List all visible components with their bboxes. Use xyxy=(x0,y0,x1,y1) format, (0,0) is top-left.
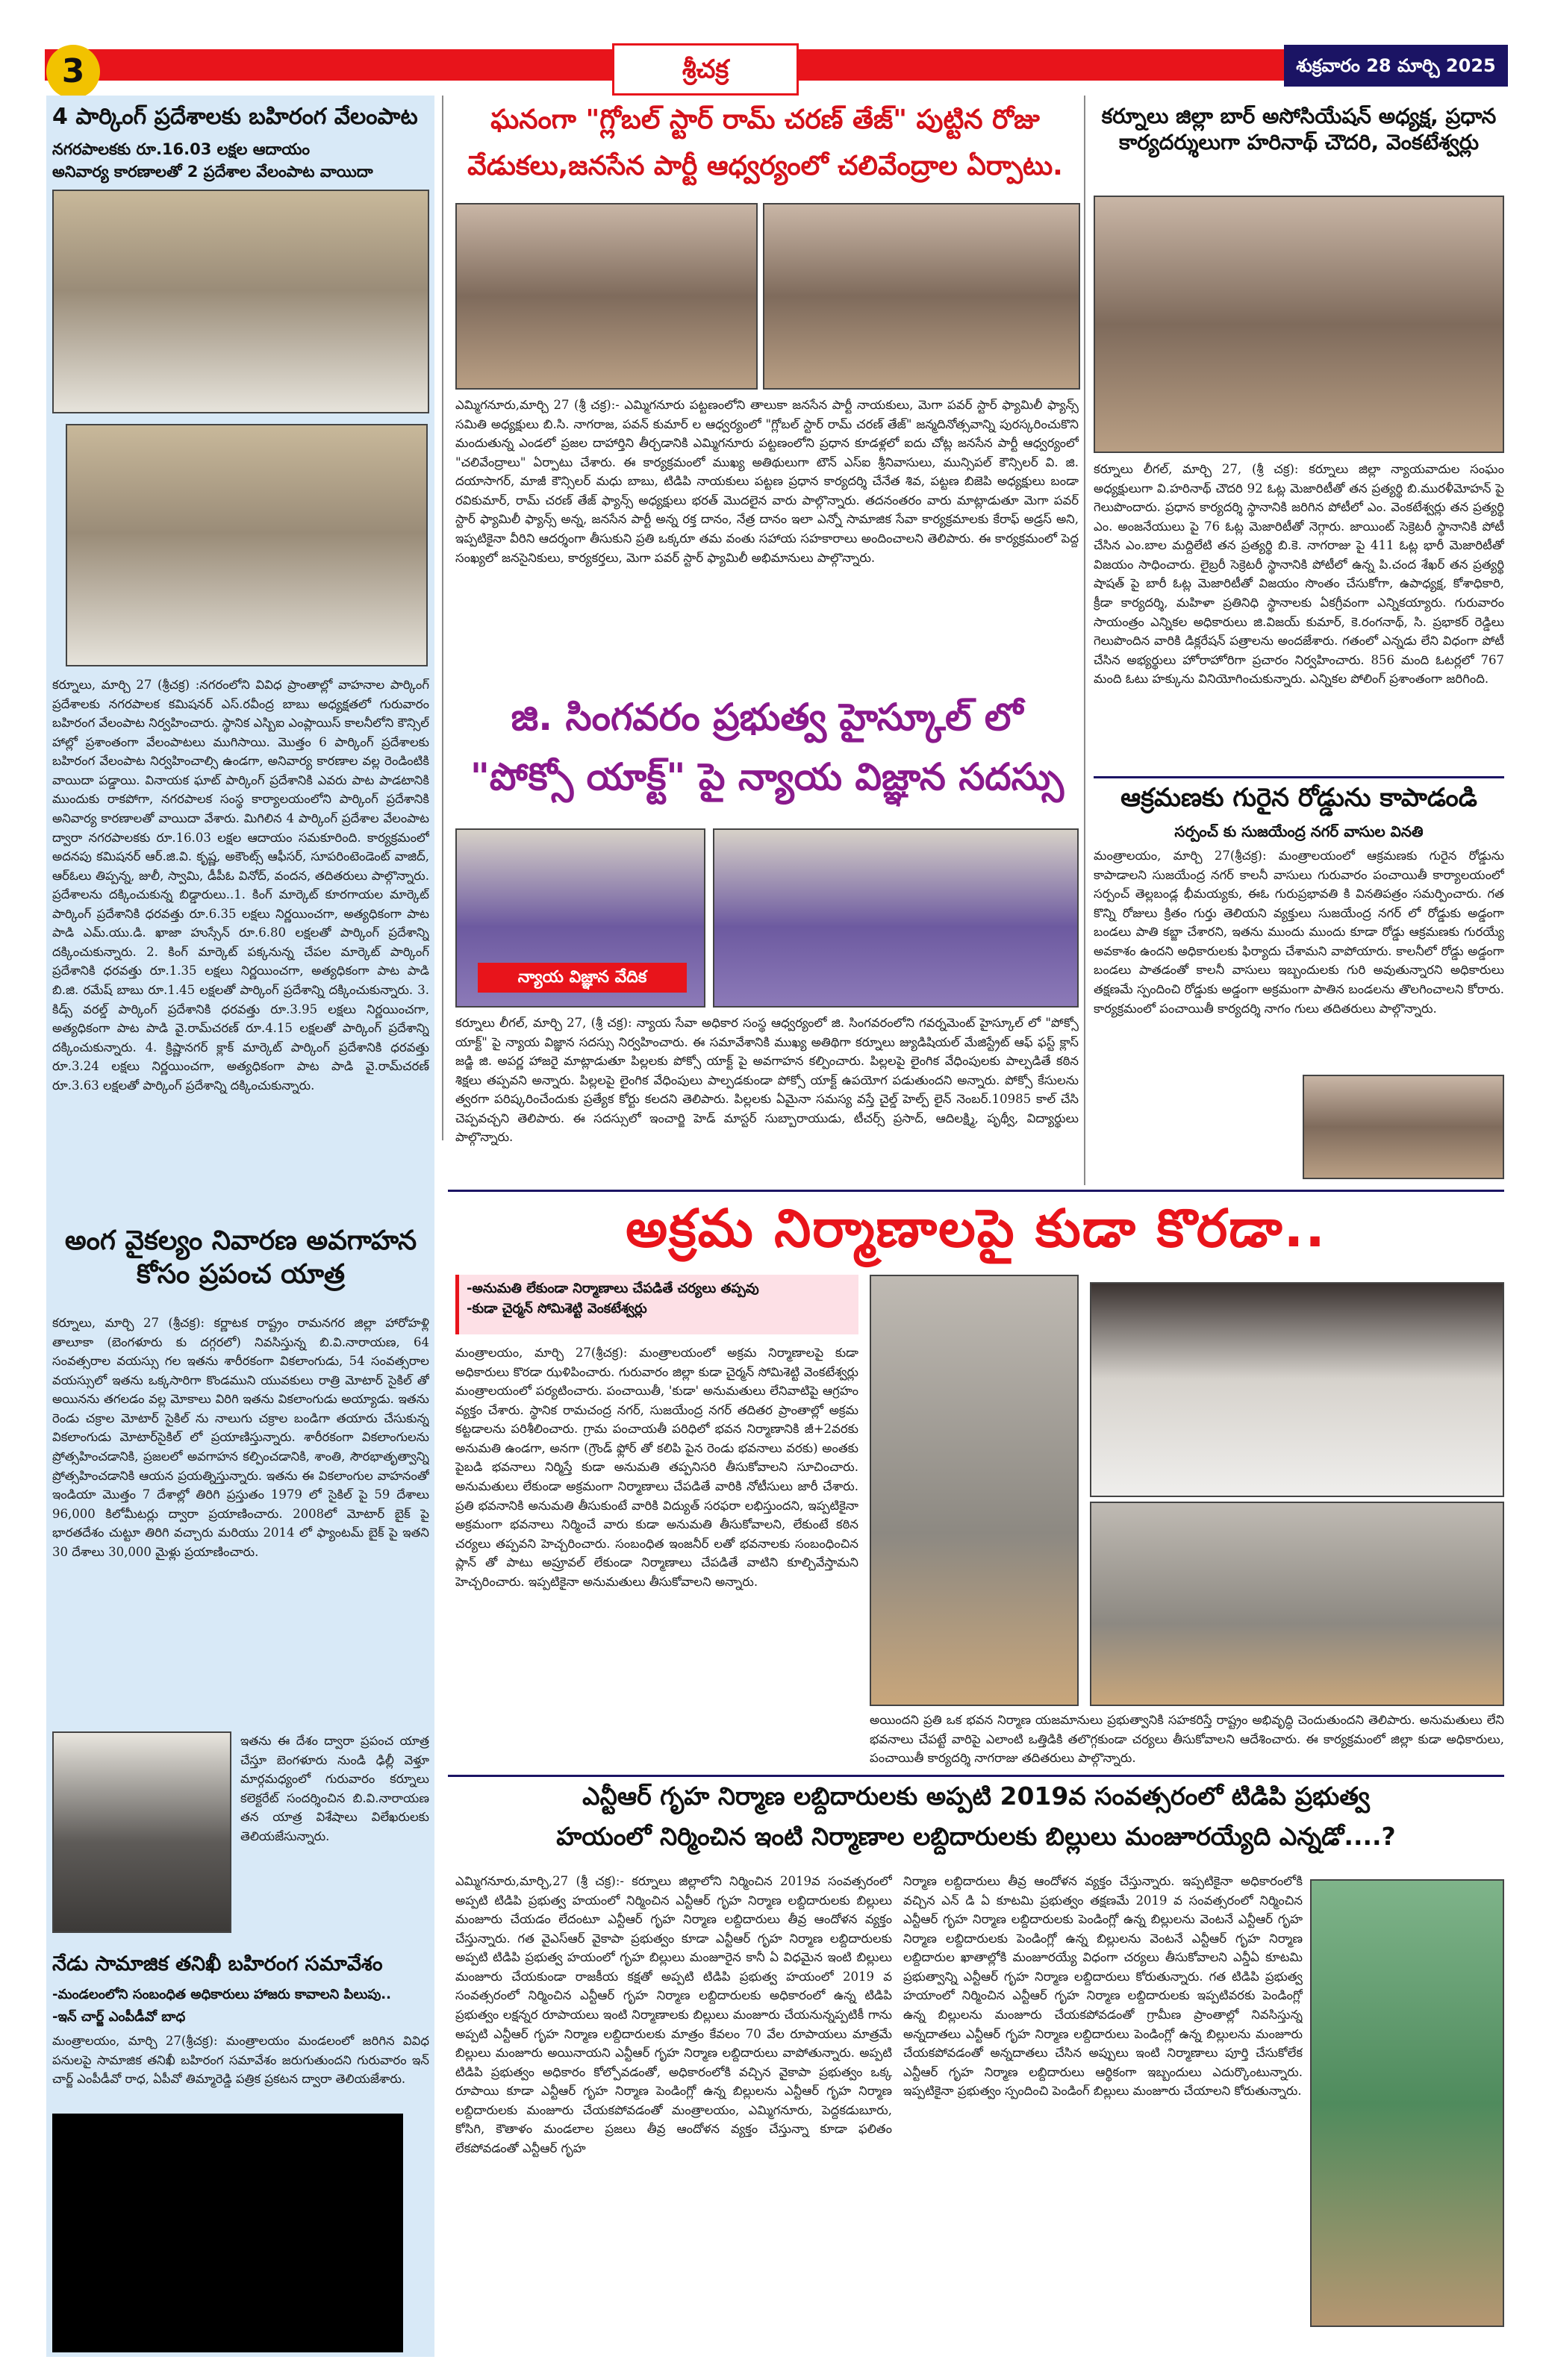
kuda-sub-box xyxy=(455,1275,858,1334)
kuda-sub2: -కుడా చైర్మన్ సోమిశెట్టి వెంకటేశ్వర్లు xyxy=(467,1301,647,1317)
ntr-housing-body-continued: నిర్మాణ లబ్దిదారులు తీవ్ర ఆందోళన వ్యక్తం చేస్తున్నారు. ఇప్పటికైనా అధికారంలోకి వచ్చిన ఎన్ డి ఏ కూటమి ప్రభుత్వం తక్షణమే 2019 వ సంవత్సరంలో నిర్మించిన ఎన్టీఆర్ గృహ నిర్మాణ లబ్దిదారులకు పెండింగ్లో ఉన్న బిల్లులను వెంటనే ఎన్టీఆర్ గృహ నిర్మాణ లబ్దిదారులకు పెండింగ్లో ఉన్న బిల్లులను వెంటనే ఎన్టీఆర్ గృహ నిర్మాణ లబ్దిదారుల ఖాతాల్లోకి మంజూరయ్యే విధంగా చర్యలు తీసుకోవాలని ఎన్డీఏ కూటమి ప్రభుత్వాన్ని ఎన్టీఆర్ గృహ నిర్మాణ లబ్దిదారులు కోరుతున్నారు. గత టిడిపి ప్రభుత్వ హయాంలో నిర్మించిన ఎన్టీఆర్ గృహ నిర్మాణ లబ్దిదారులకు ఇప్పటివరకు పెండింగ్లో ఉన్న బిల్లులను మంజూరు చేయకపోవడంతో గ్రామీణ ప్రాంతాల్లో నివసిస్తున్న అన్నదాతలు ఎన్టీఆర్ గృహ నిర్మాణ లబ్దిదారులు పెండింగ్లో ఉన్న బిల్లులను మంజూరు చేయకపోవడంతో అన్నదాతలు చేసిన అప్పులు ఇంటి నిర్మాణాలు పూర్తి చేసుకోలేక ఎన్టీఆర్ గృహ నిర్మాణ లబ్దిదారులు ఆర్థికంగా ఇబ్బందులు ఎదుర్కొంటున్నారు. ఇప్పటికైనా ప్రభుత్వం స్పందించి పెండింగ్ బిల్లులు మంజూరు చేయాలని కోరుతున్నారు. xyxy=(903,1874,1303,2099)
parking-auction-sub2: అనివార్య కారణాలతో 2 ప్రదేశాల వేలంపాట వాయిదా xyxy=(52,163,373,181)
pocso-headline-1: జి. సింగవరం ప్రభుత్వ హైస్కూల్ లో xyxy=(511,696,1023,739)
parking-auction-body: కర్నూలు, మార్చి 27 (శ్రీచక్ర) :నగరంలోని వివిధ ప్రాంతాల్లో వాహనాల పార్కింగ్ ప్రదేశాలకు నగరపాలక కమిషనర్ ఎస్.రవీంద్ర బాబు అధ్యక్షతలో గురువారం బహిరంగ వేలంపాట నిర్వహించారు. స్థానిక ఎస్బిఐ ఎంప్లాయిస్ కాలనీలోని కౌన్సిల్ హాల్లో ప్రశాంతంగా వేలంపాటలు ముగిసాయి. మొత్తం 6 పార్కింగ్ ప్రదేశాలకు బహిరంగ వేలంపాట నిర్వహించాల్సి ఉండగా, అనివార్య కారణాల వల్ల రెండింటికి వాయిదా పడ్డాయి. వినాయక ఘాట్ పార్కింగ్ ప్రదేశానికి ఎవరు పాట పాడటానికి ముందుకు రాకపోగా, నగరపాలక సంస్థ కార్యాలయంలోని పార్కింగ్ ప్రదేశానికి అనివార్య కారణాలతో వాయిదా వేశారు. మిగిలిన 4 పార్కింగ్ ప్రదేశాల వేలంపాట ద్వారా నగరపాలకకు రూ.16.03 లక్షల ఆదాయం సమకూరింది. కార్యక్రమంలో అదనపు కమిషనర్ ఆర్.జి.వి. కృష్ణ, అకౌంట్స్ ఆఫీసర్, సూపరింటెండెంట్ వాజిద్, ఆర్ఓలు తిప్పన్న, జులీ, స్వామి, డీపీఓ వినోద్, వందన, తదితరులు పాల్గొన్నారు. ప్రదేశాలను దక్కించుకున్న బిడ్డారులు..1. కింగ్ మార్కెట్ కూరగాయల మార్కెట్ పార్కింగ్ ప్రదేశానికి ధరవత్తు రూ.6.35 లక్షలు నిర్ణయించగా, అత్యధికంగా పాట పాడి ఎమ్.యు.డి. ఖాజా హుస్సేన్ రూ.6.80 లక్షలతో పార్కింగ్ ప్రదేశాన్ని దక్కించుకున్నారు. 2. కింగ్ మార్కెట్ పక్కనున్న చేపల మార్కెట్ పార్కింగ్ ప్రదేశానికి ధరవత్తు రూ.1.35 లక్షలు నిర్ణయించగా, అత్యధికంగా పాట పాడి బి.జి. రమేష్ బాబు రూ.1.45 లక్షలతో పార్కింగ్ ప్రదేశాన్ని దక్కించుకున్నారు. 3. కిడ్స్ వరల్డ్ పార్కింగ్ ప్రదేశానికి ధరవత్తు రూ.3.95 లక్షలు నిర్ణయించగా, అత్యధికంగా పాట పాడి వై.రామ్‌చరణ్ రూ.4.15 లక్షలతో పార్కింగ్ ప్రదేశాన్ని దక్కించుకున్నారు. 4. క్రిష్ణానగర్ క్లాక్ మార్కెట్ పార్కింగ్ ప్రదేశానికి ధరవత్తు రూ.3.24 లక్షలు నిర్ణయించగా, అత్యధికంగా పాట పాడి వై.రామ్‌చరణ్ రూ.3.63 లక్షలతో పార్కింగ్ ప్రదేశాన్ని దక్కించుకున్నారు. xyxy=(52,678,429,1093)
page-number: 3 xyxy=(46,45,100,99)
ntr-housing-headline-1: ఎన్టీఆర్ గృహ నిర్మాణ లబ్దిదారులకు అప్పటి 2019వ సంవత్సరంలో టిడిపి ప్రభుత్వ xyxy=(582,1781,1370,1811)
bar-association-body: కర్నూలు లీగల్, మార్చి 27, (శ్రీ చక్ర): కర్నూలు జిల్లా న్యాయవాదుల సంఘం అధ్యక్షులుగా వి.హరినాథ్ చౌదరి 92 ఓట్ల మెజారిటీతో తన ప్రత్యర్థి బి.మురళీమోహన్ పై గెలుపొందారు. ప్రధాన కార్యదర్శి స్థానానికి జరిగిన పోటీలో ఎం. వెంకటేశ్వర్లు తన ప్రత్యర్థి ఎం. అంజనేయులు పై 76 ఓట్ల మెజారిటీతో నెగ్గారు. జాయింట్ సెక్రెటరీ స్థానానికి పోటీ చేసిన ఎం.బాల మద్దిలేటి తన ప్రత్యర్థి బి.కె. నాగరాజు పై 411 ఓట్ల భారీ మెజారిటీతో విజయం సాధించారు. లైబ్రరీ సెక్రెటరీ స్థానానికి పోటీలో ఉన్న పి.చంద శేఖర్ తన ప్రత్యర్థి షాషత్ పై బారీ ఓట్ల మెజారిటీతో విజయం సొంతం చేసుకోగా, ఉపాధ్యక్ష, కోశాధికారి, క్రీడా కార్యదర్శి, మహిళా ప్రతినిధి స్థానాలకు ఏకగ్రీవంగా ఎన్నికయ్యారు. గురువారం సాయంత్రం ఎన్నికల అధికారులు జి.విజయ్ కుమార్, కె.రంగనాథ్, సి. ప్రభాకర్ రెడ్డిలు గెలుపొందిన వారికి డిక్లరేషన్ పత్రాలను అందజేశారు. గతంలో ఎన్నడు లేని విధంగా పోటీ చేసిన అభ్యర్థులు హోరాహోరిగా ప్రచారం నిర్వహించారు. 856 మంది ఓటర్లలో 767 మంది ఓటు హక్కును వినియోగించుకున్నారు. ఎన్నికల పోలింగ్ ప్రశాంతంగా జరిగింది. xyxy=(1094,462,1504,687)
auction-meeting-photo xyxy=(66,424,428,666)
water-stall-photo xyxy=(763,203,1080,390)
section-rule xyxy=(448,1190,1504,1192)
bar-association-winners-photo xyxy=(1094,196,1504,453)
legal-awareness-banner: న్యాయ విజ్ఞాన వేదిక xyxy=(478,963,687,993)
pocso-headline-2: "పోక్సో యాక్ట్" పై న్యాయ విజ్ఞాన సదస్సు xyxy=(470,755,1064,799)
road-encroachment-headline: ఆక్రమణకు గురైన రోడ్డును కాపాడండి xyxy=(1120,783,1477,813)
council-hall-photo xyxy=(52,190,429,413)
issue-date: శుక్రవారం 28 మార్చి 2025 xyxy=(1284,45,1508,87)
petition-handover-photo xyxy=(1303,1075,1504,1179)
ntr-housing-headline-2: హయంలో నిర్మించిన ఇంటి నిర్మాణాల లబ్దిదారులకు బిల్లులు మంజూరయ్యేది ఎన్నడో....? xyxy=(556,1822,1396,1851)
road-encroachment-sub: సర్పంచ్ కు సుజయేంద్ర నగర్ వాసుల వినతి xyxy=(1174,822,1424,840)
kuda-body-continued: అయిందని ప్రతి ఒక భవన నిర్మాణ యజమానులు ప్రభుత్వానికి సహకరిస్తే రాష్ట్రం అభివృద్ధి చెందుతుందని తెలిపారు. అనుమతులు లేని భవనాలు చేపట్టే వారిపై ఎలాంటి ఒత్తిడికి తలొగ్గకుండా చర్యలు తీసుకోవాలని ఆదేశించారు. ఈ కార్యక్రమంలో జిల్లా కుడా అధికారులు, పంచాయితీ కార్యదర్శి నాగరాజు తదితరులు పాల్గొన్నారు. xyxy=(870,1713,1504,1766)
social-audit-sub2: -ఇన్ చార్జ్ ఎంపీడీవో బాధ xyxy=(52,2009,186,2025)
road-encroachment-body: మంత్రాలయం, మార్చి 27(శ్రీచక్ర): మంత్రాలయంలో ఆక్రమణకు గురైన రోడ్డును కాపాడాలని సుజయేంద్ర నగర్ కాలనీ వాసులు గురువారం పంచాయితీ కార్యాలయంలో సర్పంచ్ తెల్లబండ్ల భీమయ్యకు, ఈఓ గురుప్రభావతి కి వినతిపత్రం సమర్పించారు. గత కొన్ని రోజులు క్రితం గుర్తు తెలియని వ్యక్తులు సుజయేంద్ర నగర్ లో రోడ్డుకు అడ్డంగా బండలు పాతి కబ్జా చేశారని, ఇతను ముందు ముందు కూడా రోడ్డు ఆక్రమణకు గురయ్యే అవకాశం ఉందని అధికారులకు ఫిర్యాదు చేశామని వాపోయారు. కాలనీలో రోడ్డు అడ్డంగా బండలు పాతడంతో కాలనీ వాసులు ఇబ్బందులకు గురి అవుతున్నారని అధికారులు తక్షణమే స్పందించి రోడ్డుకు అడ్డంగా అక్రమంగా పాతిన బండలను తొలగించాలని కోరారు. కార్యక్రమంలో పంచాయితీ కార్యదర్శి నాగం గులు తదితరులు పాల్గొన్నారు. xyxy=(1094,849,1504,1016)
unfinished-house-photo xyxy=(1310,1879,1504,2327)
social-audit-headline: నేడు సామాజిక తనిఖీ బహిరంగ సమావేశం xyxy=(52,1952,383,1975)
social-audit-sub1: -మండలంలోని సంబంధిత అధికారులు హాజరు కావాలని పిలుపు.. xyxy=(52,1987,391,2002)
motorbike-traveller-photo xyxy=(52,1731,231,1933)
students-audience-photo xyxy=(713,828,1079,1008)
kuda-headline: అక్రమ నిర్మాణాలపై కుడా కొరడా.. xyxy=(626,1198,1327,1259)
bar-association-headline: కర్నూలు జిల్లా బార్ అసోసియేషన్ అధ్యక్ష, ప్రధాన కార్యదర్శులుగా హరినాథ్ చౌదరి, వెంకటేశ్వర్లు xyxy=(1101,104,1497,154)
column-rule xyxy=(1084,96,1085,1185)
section-rule xyxy=(448,1775,1504,1777)
kuda-sub1: -అనుమతి లేకుండా నిర్మాణాలు చేపడితే చర్యలు తప్పవు xyxy=(467,1281,759,1296)
section-rule xyxy=(1094,776,1504,778)
ramcharan-headline-2: వేడుకలు,జనసేన పార్టీ ఆధ్వర్యంలో చలివేంద్రాల ఏర్పాటు. xyxy=(467,151,1063,181)
world-tour-body: కర్నూలు, మార్చి 27 (శ్రీచక్ర): కర్ణాటక రాష్ట్రం రామనగర జిల్లా హారోహళ్లి తాలూకా (బెంగళూరు కు దగ్గరలో) నివసిస్తున్న బి.వి.నారాయణ, 64 సంవత్సరాల వయస్సు గల ఇతను శారీరకంగా వికలాంగుడు, 54 సంవత్సరాల వయస్సులో ఇతను ఒక్కసారిగా కొండముని యువకులు రాత్రి మోటార్ సైకిల్ తో అయినను తగలడం వల్ల మోకాలు విరిగి ఇతను వికలాంగుడు అయ్యాడు. ఇతను రెండు చక్రాల మోటార్ సైకిల్ ను నాలుగు చక్రాల బండిగా తయారు చేసుకున్న వికలాంగుడు మోటార్‌సైకిల్ లో ప్రయాణిస్తున్నారు. శారీరకంగా వికలాంగులను ప్రోత్సహించడానికి, ప్రజలలో అవగాహన కల్పించడానికి, శాంతి, సౌరభాతృత్వాన్ని ప్రోత్సహించడానికి ఆయన ప్రయత్నిస్తున్నారు. ఇతను ఈ వికలాంగుల వాహనంతో ఇండియా మొత్తం 7 దేశాల్లో తిరిగి ప్రస్తుతం 1979 లో సైకిల్ పై 59 దేశాలు 96,000 కిలోమీటర్లు ద్వారా ప్రయాణించారు. 2008లో మోటార్ బైక్ పై భారతదేశం చుట్టూ తిరిగి వచ్చారు మరియు 2014 లో ఫ్యాంటమ్ బైక్ పై ఇతని 30 దేశాలు 30,000 మైళ్లు ప్రయాణించారు. xyxy=(52,1316,429,1559)
newspaper-logo: శ్రీచక్ర xyxy=(612,43,799,96)
birthday-celebration-photo xyxy=(455,203,758,390)
world-tour-headline: అంగ వైకల్యం నివారణ అవగాహన కోసం ప్రపంచ యాత్ర xyxy=(64,1225,417,1290)
parking-auction-sub1: నగరపాలకకు రూ.16.03 లక్షల ఆదాయం xyxy=(52,140,310,158)
column-rule xyxy=(442,96,443,1140)
parking-auction-headline: 4 పార్కింగ్ ప్రదేశాలకు బహిరంగ వేలంపాట xyxy=(52,104,418,130)
kuda-body: మంత్రాలయం, మార్చి 27(శ్రీచక్ర): మంత్రాలయంలో అక్రమ నిర్మాణాలపై కుడా అధికారులు కొరడా ఝళిపించారు. గురువారం జిల్లా కుడా చైర్మన్ సోమిశెట్టి వెంకటేశ్వర్లు మంత్రాలయంలో పర్యటించారు. పంచాయితీ, 'కుడా' అనుమతులు లేనివాటిపై ఆగ్రహం వ్యక్తం చేశారు. స్థానిక రామచంద్ర నగర్, సుజయేంద్ర నగర్ తదితర ప్రాంతాల్లో అక్రమ కట్టడాలను పరిశీలించారు. గ్రామ పంచాయతీ పరిధిలో భవన నిర్మాణానికి జీ+2వరకు అనుమతి ఉండగా, అనగా (గ్రౌండ్ ఫ్లోర్ తో కలిపి పైన రెండు భవనాలు వరకు) అంతకు పైబడి భవనాలు నిర్మిస్తే కుడా అనుమతి తప్పనిసరి తీసుకోవాలని సూచించారు. అనుమతులు లేకుండా అక్రమంగా నిర్మాణాలు చేపడితే వారికి నోటీసులు జారీ చేశారు. ప్రతి భవనానికి అనుమతి తీసుకుంటే వారికి విద్యుత్ సరఫరా లభిస్తుందని, ఇప్పటికైనా అక్రమంగా భవనాలు నిర్మించే వారు కుడా అనుమతి తీసుకోవాలని, లేకుంటే కఠిన చర్యలు తప్పవని హెచ్చరించారు. సంబంధిత ఇంజనీర్ లతో భవనాలకు సంబంధించిన ప్లాన్ తో పాటు అప్రూవల్ లేకుండా నిర్మాణాలు చేపడితే వాటిని కూల్చివేస్తామని హెచ్చరించారు. ఇప్పటికైనా అనుమతులు తీసుకోవాలని అన్నారు. xyxy=(455,1346,858,1589)
construction-building-photo xyxy=(870,1275,1079,1706)
ramcharan-body: ఎమ్మిగనూరు,మార్చి 27 (శ్రీ చక్ర):- ఎమ్మిగనూరు పట్టణంలోని తాలుకా జనసేన పార్టీ నాయకులు, మెగా పవర్ స్టార్ ఫ్యామిలీ ఫ్యాన్స్ సమితి అధ్యక్షులు బి.సి. నాగరాజ, పవన్ కుమార్ ల ఆధ్వర్యంలో "గ్లోబల్ స్టార్ రామ్ చరణ్ తేజ్" జన్మదినోత్సవాన్ని పురస్కరించుకొని మందుతున్న ఎండలో ప్రజల దాహార్తిని తీర్చడానికి ఎమ్మిగనూరు పట్టణంలోని ప్రధాన కూడళ్లలో ఐదు చోట్ల జనసేన పార్టీ ఆధ్వర్యంలో "చలివేంద్రాలు" ఏర్పాటు చేశారు. ఈ కార్యక్రమంలో ముఖ్య అతిథులుగా టౌన్ ఎస్ఐ శ్రీనివాసులు, మున్సిపల్ కౌన్సిలర్ వి. జి. దయాసాగర్, మాజీ కౌన్సిలర్ మధు బాబు, టిడిపి నాయకులు పట్టణ ప్రధాన కార్యదర్శి చేనేత శివ, పట్టణ బిజెపి అధ్యక్షులు బండా రవికుమార్, రామ్ చరణ్ తేజ్ ఫ్యాన్స్ అధ్యక్షులు భరత్ మొదలైన వారు పాల్గొన్నారు. తదనంతరం వారు మాట్లాడుతూ మెగా పవర్ స్టార్ ఫ్యామిలీ ఫ్యాన్స్ అన్న, జనసేన పార్టీ అన్న రక్త దానం, నేత్ర దానం ఇలా ఎన్నో సామాజిక సేవా కార్యక్రమాలకు కేరాఫ్ అడ్రస్ అని, ఇప్పటికైనా వీరిని ఆదర్శంగా తీసుకుని ప్రతి ఒక్కరూ తమ వంతు సహాయ సహకారాలు అందించాలని తెలిపారు. ఈ కార్యక్రమంలో పెద్ద సంఖ్యలో జనసైనికులు, కార్యకర్తలు, మెగా పవర్ స్టార్ ఫ్యామిలీ అభిమానులు పాల్గొన్నారు. xyxy=(455,398,1079,565)
social-audit-body: మంత్రాలయం, మార్చి 27(శ్రీచక్ర): మంత్రాలయం మండలంలో జరిగిన వివిధ పనులపై సామాజిక తనిఖీ బహిరంగ సమావేశం జరుగుతుందని గురువారం ఇన్ చార్జ్ ఎంపీడీవో రాధ, ఏపీవో తిమ్మారెడ్డి పత్రిక ప్రకటన ద్వారా తెలియజేశారు. xyxy=(52,2034,429,2087)
pocso-body: కర్నూలు లీగల్, మార్చి 27, (శ్రీ చక్ర): న్యాయ సేవా అధికార సంస్థ ఆధ్వర్యంలో జి. సింగవరంలోని గవర్నమెంట్ హైస్కూల్ లో "పోక్సో యాక్ట్" పై న్యాయ విజ్ఞాన సదస్సు నిర్వహించారు. ఈ సమావేశానికి ముఖ్య అతిథిగా కర్నూలు జ్యుడిషియల్ మేజిస్ట్రేట్ ఆఫ్ ఫస్ట్ క్లాస్ జడ్జి జి. అపర్ణ హాజరై మాట్లాడుతూ పిల్లలకు పోక్సో యాక్ట్ పై అవగాహన కల్పించారు. పిల్లలపై లైంగిక వేధింపులకు పాల్పడితే కఠిన శిక్షలు తప్పవని అన్నారు. పిల్లలపై లైంగిక వేధింపులు పాల్పడకుండా పోక్సో యాక్ట్ ఉపయోగ పడుతుందని అన్నారు. పోక్సో కేసులను త్వరగా పరిష్కరించేందుకు ప్రత్యేక కోర్టు కలదని తెలిపారు. పిల్లలకు ఏమైనా సమస్య వస్తే చైల్డ్ హెల్ప్ లైన్ నెంబర్.10985 కాల్ చేసి చెప్పవచ్చని తెలిపారు. ఈ సదస్సులో ఇంచార్జి హెడ్ మాస్టర్ సుబ్బారాయుడు, టీచర్స్ ప్రసాద్, ఆదిలక్ష్మి, పృథ్వీ, విద్యార్థులు పాల్గొన్నారు. xyxy=(455,1016,1079,1145)
world-tour-body-continued: ఇతను ఈ దేశం ద్వారా ప్రపంచ యాత్ర చేస్తూ బెంగళూరు నుండి ఢిల్లీ వెళ్తూ మార్గమధ్యంలో గురువారం కర్నూలు కలెక్టరేట్ సందర్శించిన బి.వి.నారాయణ తన యాత్ర విశేషాలు విలేఖరులకు తెలియజేసున్నారు. xyxy=(240,1734,429,1843)
redaction-block xyxy=(52,2114,403,2352)
ramcharan-headline-1: ఘనంగా "గ్లోబల్ స్టార్ రామ్ చరణ్ తేజ్" పుట్టిన రోజు xyxy=(490,104,1040,135)
site-inspection-photo xyxy=(1090,1502,1504,1706)
ntr-housing-body: ఎమ్మిగనూరు,మార్చి,27 (శ్రీ చక్ర):- కర్నూలు జిల్లాలోని నిర్మించిన 2019వ సంవత్సరంలో అప్పటి టిడిపి ప్రభుత్వ హయంలో నిర్మించిన ఎన్టీఆర్ గృహ నిర్మాణ లబ్దిదారులకు బిల్లులు మంజూరు చేయడం లేదంటూ ఎన్టీఆర్ గృహ నిర్మాణ లబ్దిదారులు తీవ్ర ఆందోళన వ్యక్తం చేస్తున్నారు. గత వైఎస్ఆర్ వైకాపా ప్రభుత్వం కూడా ఎన్టీఆర్ గృహ నిర్మాణ లబ్దిదారులకు అప్పటి టిడిపి ప్రభుత్వ హయంలో గృహ బిల్లులు మంజూరైన కానీ ఏ విధమైన ఇంటి బిల్లులు మంజూరు చేయకుండా రాజకీయ కక్షతో అప్పటి టిడిపి ప్రభుత్వ హయంలో 2019 వ సంవత్సరంలో నిర్మించిన ఎన్టీఆర్ గృహ నిర్మాణ లబ్దిదారులకు అధికారంలో ఉన్న టిడిపి ప్రభుత్వం లక్షన్నర రూపాయలు ఇంటి నిర్మాణాలకు బిల్లులు మంజూరు చేయనున్నప్పటికీ గాను అప్పటి ఎన్టీఆర్ గృహ నిర్మాణ లబ్దిదారులకు మాత్రం కేవలం 70 వేల రూపాయలు మాత్రమే బిల్లులు మంజూరు అయినాయని ఎన్టీఆర్ గృహ నిర్మాణ లబ్దిదారులు వాపోతున్నారు. అప్పటి టిడిపి ప్రభుత్వం అధికారం కోల్పోవడంతో, అధికారంలోకి వచ్చిన వైకాపా ప్రభుత్వం ఒక్క రూపాయి కూడా ఎన్టీఆర్ గృహ నిర్మాణ పెండింగ్లో ఉన్న బిల్లులను ఎన్టీఆర్ గృహ నిర్మాణ లబ్దిదారులకు మంజూరు చేయకపోవడంతో మంత్రాలయం, ఎమ్మిగనూరు, పెద్దకడుబూరు, కోసిగి, కౌతాళం మండలాల ప్రజలు తీవ్ర ఆందోళన వ్యక్తం చేస్తున్నా కూడా ఫలితం లేకపోవడంతో ఎన్టీఆర్ గృహ xyxy=(455,1874,892,2155)
kuda-chairman-meeting-photo xyxy=(1090,1282,1504,1497)
